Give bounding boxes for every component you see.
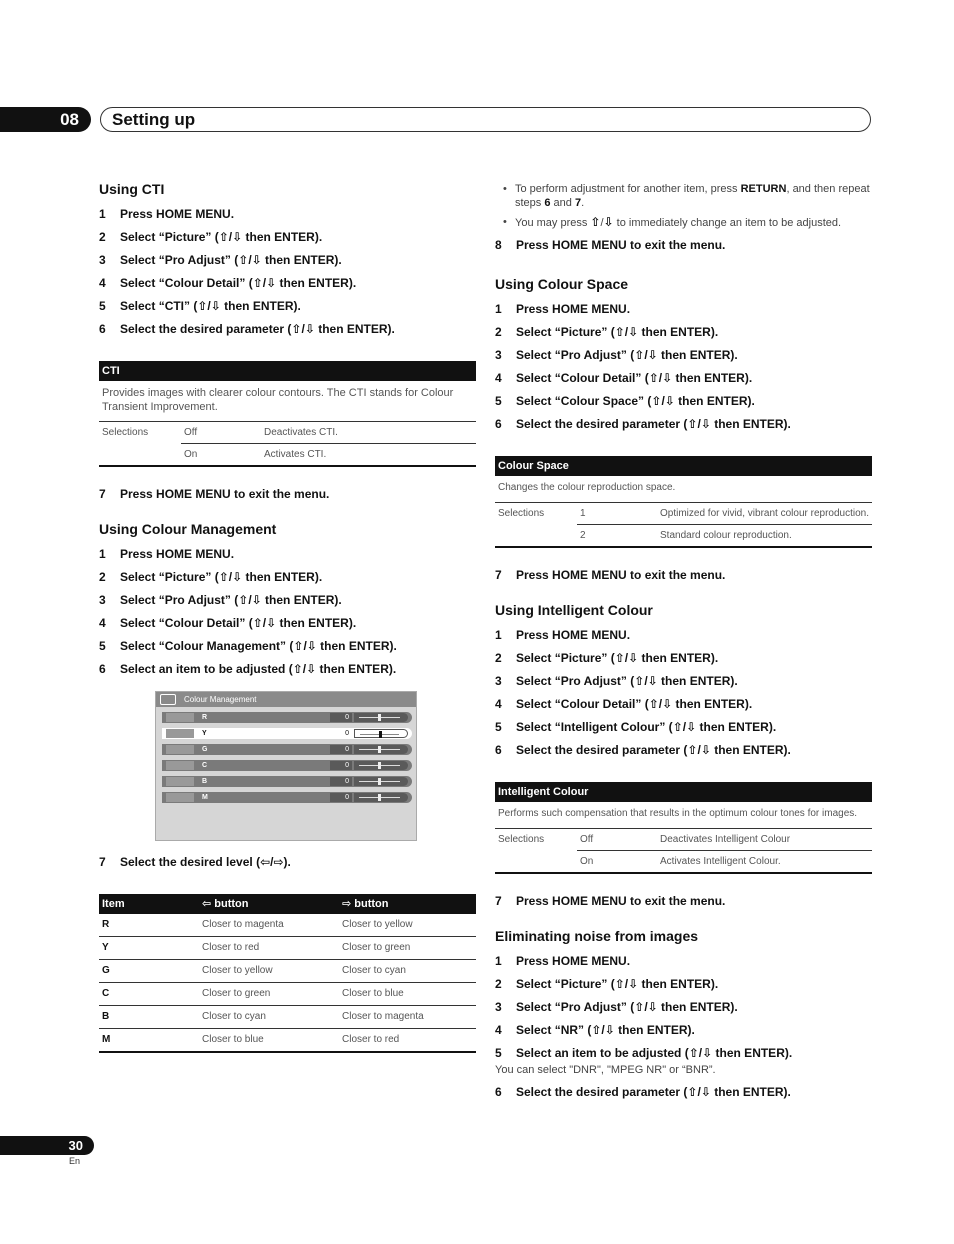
table-header: Colour Space xyxy=(495,456,872,476)
step-item: 3 Select “Pro Adjust” (⇧/⇩ then ENTER). xyxy=(99,253,342,267)
up-arrow-icon: ⇧ xyxy=(291,322,302,336)
steps-list xyxy=(495,628,872,758)
table-description: Performs such compensation that results in the optimum colour tones for images. xyxy=(498,808,858,819)
section-colour-management xyxy=(99,520,476,1053)
up-arrow-icon: ⇧ xyxy=(614,651,625,665)
down-arrow-icon: ⇩ xyxy=(210,299,221,313)
option-value: 1 xyxy=(577,503,657,525)
option-value: Off xyxy=(577,829,657,851)
up-arrow-icon: ⇧ xyxy=(238,593,249,607)
step-item: 5 Select “Colour Management” (⇧/⇩ then ENTER). xyxy=(99,639,397,653)
colour-label: B xyxy=(202,778,208,785)
column-header-right-button: ⇨ button xyxy=(339,894,476,914)
steps-list xyxy=(495,954,872,1061)
step-item: 1 Press HOME MENU. xyxy=(99,207,235,221)
step-item: 5 Select an item to be adjusted (⇧/⇩ then ENTER). xyxy=(495,1046,793,1060)
colour-value: 0 xyxy=(330,729,352,738)
level-slider[interactable] xyxy=(354,793,408,802)
section-heading: Using CTI xyxy=(99,181,165,197)
right-arrow-icon: ⇨ xyxy=(273,855,284,869)
down-arrow-icon: ⇩ xyxy=(628,977,639,991)
selections-label: Selections xyxy=(99,422,181,444)
step-item: 2 Select “Picture” (⇧/⇩ then ENTER). xyxy=(99,570,323,584)
up-arrow-icon: ⇧ xyxy=(648,371,659,385)
table-header: Intelligent Colour xyxy=(495,782,872,802)
down-arrow-icon: ⇩ xyxy=(700,1085,711,1099)
bullet-list xyxy=(495,182,872,230)
option-desc: Deactivates Intelligent Colour xyxy=(657,829,872,851)
section-colour-space xyxy=(495,275,872,583)
down-arrow-icon: ⇩ xyxy=(662,697,673,711)
right-button-cell: Closer to blue xyxy=(339,983,476,1006)
step-item: 7 Select the desired level (⇦/⇨). xyxy=(99,855,291,869)
down-arrow-icon: ⇩ xyxy=(647,348,658,362)
down-arrow-icon: ⇩ xyxy=(702,1046,713,1060)
bullet-item: • To perform adjustment for another item, press RETURN, and then repeat steps 6 and 7. xyxy=(495,182,872,210)
step-item: 5 Select “CTI” (⇧/⇩ then ENTER). xyxy=(99,299,301,313)
table-row xyxy=(99,1006,476,1029)
down-arrow-icon: ⇩ xyxy=(266,616,277,630)
step-item: 2 Select “Picture” (⇧/⇩ then ENTER). xyxy=(99,230,323,244)
step-item: 6 Select the desired parameter (⇧/⇩ then ENTER). xyxy=(495,743,791,757)
selections-label: Selections xyxy=(495,829,577,851)
table-row xyxy=(99,983,476,1006)
up-arrow-icon: ⇧ xyxy=(634,1000,645,1014)
section-heading: Eliminating noise from images xyxy=(495,928,699,944)
up-arrow-icon: ⇧ xyxy=(614,977,625,991)
parameter-table xyxy=(99,361,476,467)
colour-value: 0 xyxy=(330,793,352,802)
step-item: 1 Press HOME MENU. xyxy=(99,547,235,561)
screen-title: Colour Management xyxy=(156,692,416,707)
up-arrow-icon: ⇧ xyxy=(252,276,263,290)
section-noise-reduction xyxy=(495,927,872,1100)
level-slider[interactable] xyxy=(354,745,408,754)
colour-label: G xyxy=(202,746,208,753)
up-arrow-icon: ⇧ xyxy=(292,662,303,676)
tv-menu-icon xyxy=(160,694,176,705)
right-column xyxy=(495,180,872,1108)
step-item: 4 Select “Colour Detail” (⇧/⇩ then ENTER). xyxy=(99,616,357,630)
colour-label: R xyxy=(202,714,208,721)
down-arrow-icon: ⇩ xyxy=(603,215,614,229)
up-arrow-icon: ⇧ xyxy=(634,674,645,688)
option-value: On xyxy=(181,444,261,467)
down-arrow-icon: ⇩ xyxy=(251,253,262,267)
down-arrow-icon: ⇩ xyxy=(628,325,639,339)
step-item: 1 Press HOME MENU. xyxy=(495,628,631,642)
language-code: En xyxy=(69,1156,81,1166)
left-column xyxy=(99,180,476,1053)
down-arrow-icon: ⇩ xyxy=(306,662,317,676)
table-row xyxy=(99,1029,476,1053)
left-button-cell: Closer to green xyxy=(199,983,339,1006)
colour-swatch xyxy=(166,713,194,722)
level-slider[interactable] xyxy=(354,777,408,786)
item-cell: G xyxy=(99,960,199,983)
down-arrow-icon: ⇩ xyxy=(266,276,277,290)
down-arrow-icon: ⇩ xyxy=(662,371,673,385)
step-item: 3 Select “Pro Adjust” (⇧/⇩ then ENTER). xyxy=(99,593,342,607)
colour-value: 0 xyxy=(330,761,352,770)
step-item: 3 Select “Pro Adjust” (⇧/⇩ then ENTER). xyxy=(495,348,738,362)
up-arrow-icon: ⇧ xyxy=(591,1023,602,1037)
right-button-cell: Closer to cyan xyxy=(339,960,476,983)
item-table xyxy=(99,894,476,1053)
page-number: 30 xyxy=(0,1136,94,1155)
right-button-cell: Closer to green xyxy=(339,937,476,960)
chapter-number: 08 xyxy=(0,107,91,132)
level-slider[interactable] xyxy=(354,761,408,770)
up-arrow-icon: ⇧ xyxy=(252,616,263,630)
chapter-title: Setting up xyxy=(100,107,871,132)
step-item: 4 Select “Colour Detail” (⇧/⇩ then ENTER). xyxy=(495,371,753,385)
step-note: You can select "DNR", "MPEG NR" or “BNR”. xyxy=(495,1064,716,1076)
down-arrow-icon: ⇩ xyxy=(304,322,315,336)
up-arrow-icon: ⇧ xyxy=(614,325,625,339)
up-arrow-icon: ⇧ xyxy=(687,1085,698,1099)
colour-management-screen xyxy=(155,691,417,841)
option-desc: Deactivates CTI. xyxy=(261,422,476,444)
right-button-cell: Closer to yellow xyxy=(339,914,476,937)
colour-label: M xyxy=(202,794,208,801)
colour-value: 0 xyxy=(330,777,352,786)
step-item: 2 Select “Picture” (⇧/⇩ then ENTER). xyxy=(495,977,719,991)
right-button-cell: Closer to red xyxy=(339,1029,476,1053)
colour-swatch xyxy=(166,793,194,802)
slider-knob[interactable] xyxy=(378,714,381,721)
section-intelligent-colour xyxy=(495,601,872,909)
slider-knob[interactable] xyxy=(378,746,381,753)
step-item: 6 Select an item to be adjusted (⇧/⇩ then ENTER). xyxy=(99,662,397,676)
colour-adjust-row[interactable] xyxy=(162,760,412,771)
level-slider[interactable] xyxy=(354,729,408,738)
item-cell: C xyxy=(99,983,199,1006)
colour-adjust-row[interactable] xyxy=(162,776,412,787)
down-arrow-icon: ⇩ xyxy=(251,593,262,607)
left-button-cell: Closer to yellow xyxy=(199,960,339,983)
option-value: On xyxy=(577,851,657,874)
level-slider[interactable] xyxy=(354,713,408,722)
parameter-table xyxy=(495,782,872,874)
step-item: 5 Select “Colour Space” (⇧/⇩ then ENTER). xyxy=(495,394,755,408)
option-desc: Activates Intelligent Colour. xyxy=(657,851,872,874)
up-arrow-icon: ⇧ xyxy=(634,348,645,362)
up-arrow-icon: ⇧ xyxy=(197,299,208,313)
down-arrow-icon: ⇩ xyxy=(700,743,711,757)
down-arrow-icon: ⇩ xyxy=(628,651,639,665)
step-item: 7 Press HOME MENU to exit the menu. xyxy=(495,894,726,908)
table-description: Provides images with clearer colour contours. The CTI stands for Colour Transient Improvement. xyxy=(102,387,454,413)
step-item: 3 Select “Pro Adjust” (⇧/⇩ then ENTER). xyxy=(495,674,738,688)
left-button-cell: Closer to cyan xyxy=(199,1006,339,1029)
colour-swatch xyxy=(166,777,194,786)
up-arrow-icon: ⇧ xyxy=(687,743,698,757)
step-item: 1 Press HOME MENU. xyxy=(495,954,631,968)
parameter-table xyxy=(495,456,872,548)
up-arrow-icon: ⇧ xyxy=(590,215,601,229)
table-header: CTI xyxy=(99,361,476,381)
down-arrow-icon: ⇩ xyxy=(647,674,658,688)
colour-adjust-row[interactable] xyxy=(162,744,412,755)
up-arrow-icon: ⇧ xyxy=(218,570,229,584)
colour-adjust-row[interactable] xyxy=(162,712,412,723)
option-desc: Optimized for vivid, vibrant colour reproduction. xyxy=(657,503,872,525)
slider-knob[interactable] xyxy=(378,762,381,769)
step-item: 2 Select “Picture” (⇧/⇩ then ENTER). xyxy=(495,325,719,339)
colour-label: C xyxy=(202,762,208,769)
section-heading: Using Colour Space xyxy=(495,276,629,292)
option-desc: Activates CTI. xyxy=(261,444,476,467)
option-value: 2 xyxy=(577,525,657,548)
item-cell: Y xyxy=(99,937,199,960)
step-item: 6 Select the desired parameter (⇧/⇩ then ENTER). xyxy=(495,417,791,431)
up-arrow-icon: ⇧ xyxy=(651,394,662,408)
table-description: Changes the colour reproduction space. xyxy=(498,482,676,493)
colour-value: 0 xyxy=(330,745,352,754)
steps-list xyxy=(99,207,476,337)
up-arrow-icon: ⇧ xyxy=(687,417,698,431)
up-arrow-icon: ⇧ xyxy=(672,720,683,734)
down-arrow-icon: ⇩ xyxy=(604,1023,615,1037)
item-cell: B xyxy=(99,1006,199,1029)
step-item: 3 Select “Pro Adjust” (⇧/⇩ then ENTER). xyxy=(495,1000,738,1014)
step-item: 1 Press HOME MENU. xyxy=(495,302,631,316)
item-cell: M xyxy=(99,1029,199,1053)
up-arrow-icon: ⇧ xyxy=(648,697,659,711)
left-arrow-icon: ⇦ xyxy=(202,898,212,910)
option-value: Off xyxy=(181,422,261,444)
slider-knob[interactable] xyxy=(378,778,381,785)
up-arrow-icon: ⇧ xyxy=(293,639,304,653)
table-row xyxy=(99,960,476,983)
slider-knob[interactable] xyxy=(379,731,382,738)
colour-swatch xyxy=(166,729,194,738)
colour-swatch xyxy=(166,761,194,770)
option-desc: Standard colour reproduction. xyxy=(657,525,872,548)
step-item: 6 Select the desired parameter (⇧/⇩ then ENTER). xyxy=(495,1085,791,1099)
down-arrow-icon: ⇩ xyxy=(700,417,711,431)
table-row xyxy=(99,914,476,937)
colour-adjust-row[interactable] xyxy=(162,728,412,739)
step-item: 8 Press HOME MENU to exit the menu. xyxy=(495,238,726,252)
column-header-left-button: ⇦ button xyxy=(199,894,339,914)
section-cti xyxy=(99,180,476,502)
column-header-item: Item xyxy=(99,894,199,914)
left-button-cell: Closer to blue xyxy=(199,1029,339,1053)
steps-list xyxy=(495,302,872,432)
down-arrow-icon: ⇩ xyxy=(664,394,675,408)
colour-swatch xyxy=(166,745,194,754)
left-arrow-icon: ⇦ xyxy=(260,855,271,869)
table-row xyxy=(99,937,476,960)
down-arrow-icon: ⇩ xyxy=(306,639,317,653)
up-arrow-icon: ⇧ xyxy=(688,1046,699,1060)
step-item: 2 Select “Picture” (⇧/⇩ then ENTER). xyxy=(495,651,719,665)
colour-value: 0 xyxy=(330,713,352,722)
up-arrow-icon: ⇧ xyxy=(218,230,229,244)
down-arrow-icon: ⇩ xyxy=(232,570,243,584)
down-arrow-icon: ⇩ xyxy=(647,1000,658,1014)
slider-knob[interactable] xyxy=(378,794,381,801)
step-item: 7 Press HOME MENU to exit the menu. xyxy=(495,568,726,582)
selections-label: Selections xyxy=(495,503,577,525)
section-heading: Using Intelligent Colour xyxy=(495,602,653,618)
colour-adjust-row[interactable] xyxy=(162,792,412,803)
step-item: 6 Select the desired parameter (⇧/⇩ then ENTER). xyxy=(99,322,395,336)
down-arrow-icon: ⇩ xyxy=(686,720,697,734)
step-item: 4 Select “Colour Detail” (⇧/⇩ then ENTER). xyxy=(495,697,753,711)
step-item: 7 Press HOME MENU to exit the menu. xyxy=(99,487,330,501)
down-arrow-icon: ⇩ xyxy=(232,230,243,244)
up-arrow-icon: ⇧ xyxy=(238,253,249,267)
right-arrow-icon: ⇨ xyxy=(342,898,352,910)
steps-list xyxy=(99,547,476,677)
section-heading: Using Colour Management xyxy=(99,521,277,537)
left-button-cell: Closer to red xyxy=(199,937,339,960)
left-button-cell: Closer to magenta xyxy=(199,914,339,937)
item-cell: R xyxy=(99,914,199,937)
step-item: 5 Select “Intelligent Colour” (⇧/⇩ then ENTER). xyxy=(495,720,777,734)
step-item: 4 Select “NR” (⇧/⇩ then ENTER). xyxy=(495,1023,695,1037)
right-button-cell: Closer to magenta xyxy=(339,1006,476,1029)
step-item: 4 Select “Colour Detail” (⇧/⇩ then ENTER). xyxy=(99,276,357,290)
colour-label: Y xyxy=(202,730,207,737)
bullet-item: • You may press ⇧/⇩ to immediately change an item to be adjusted. xyxy=(495,215,872,230)
